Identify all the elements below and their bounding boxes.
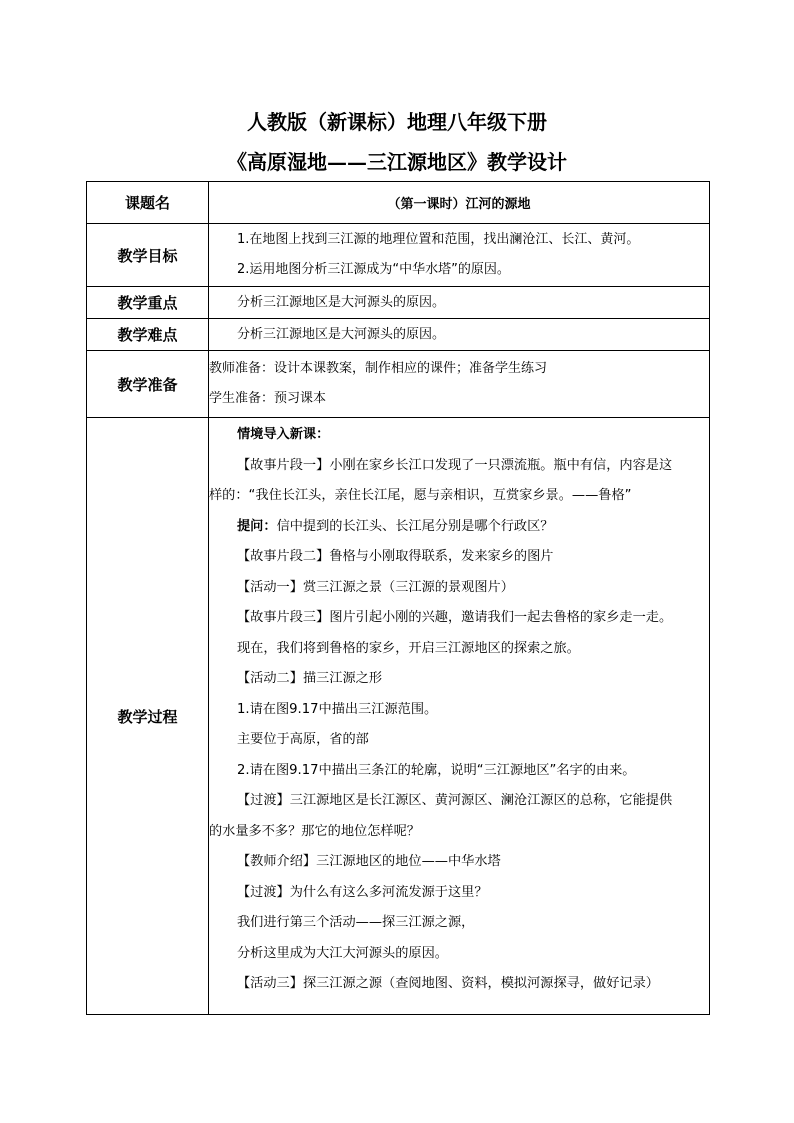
- line-tag: 【过渡】: [237, 793, 290, 808]
- preparation-label: 教学准备: [87, 351, 209, 418]
- line-tag: 【活动三】: [237, 976, 303, 991]
- process-line: [209, 969, 709, 1000]
- table-row-process: [87, 418, 710, 1015]
- process-line: [209, 603, 709, 634]
- line-text: 赏三江源之景（三江源的景观图片）: [302, 579, 514, 595]
- line-tag: 【活动二】: [237, 671, 303, 686]
- process-line: [209, 664, 709, 695]
- key-points-label: 教学重点: [87, 287, 209, 319]
- table-row-preparation: [87, 351, 710, 418]
- process-line: [209, 512, 709, 543]
- line-text: 三江源地区的地位——中华水塔: [316, 854, 501, 869]
- line-text: 信中提到的长江头、长江尾分别是哪个行政区？: [276, 518, 554, 534]
- goals-label: 教学目标: [87, 224, 209, 287]
- line-text: 图片引起小刚的兴趣，邀请我们一起去鲁格的家乡走一走。: [329, 610, 673, 625]
- goals-content: [209, 224, 710, 287]
- table-row-topic: [87, 182, 710, 224]
- line-text: 三江源地区是长江源区、黄河源区、澜沧江源区的总称，它能提供: [289, 793, 673, 808]
- process-line: 现在，我们将到鲁格的家乡，开启三江源地区的探索之旅。: [237, 640, 580, 656]
- topic-label: 课题名: [87, 182, 209, 224]
- goal-item: 2.运用地图分析三江源成为“中华水塔”的原因。: [237, 262, 510, 277]
- process-line: 分析这里成为大江大河源头的原因。: [237, 945, 448, 961]
- line-tag: 【故事片段一】: [237, 457, 330, 473]
- process-line: [209, 847, 709, 878]
- process-line: [209, 451, 709, 482]
- process-content: [209, 418, 710, 1015]
- difficulties-label: 教学难点: [87, 319, 209, 351]
- table-row-difficulties: [87, 319, 710, 351]
- line-tag: 【过渡】: [237, 884, 290, 900]
- process-line: 样的：“我住长江头，亲住长江尾，愿与亲相识，互赏家乡景。——鲁格”: [209, 488, 632, 503]
- line-text: 小刚在家乡长江口发现了一只漂流瓶。瓶中有信，内容是这: [329, 457, 673, 473]
- process-line: [209, 786, 709, 817]
- student-preparation: 学生准备：预习课本: [209, 391, 327, 406]
- line-text: 探三江源之源（查阅地图、资料，模拟河源探寻，做好记录）: [302, 976, 659, 991]
- document-title-line1: 人教版（新课标）地理八年级下册: [247, 110, 547, 134]
- process-line: 我们进行第三个活动——探三江源之源，: [237, 915, 475, 930]
- document-title-line2: 《高原湿地——三江源地区》教学设计: [227, 150, 567, 174]
- topic-value: （第一课时）江河的源地: [209, 182, 710, 224]
- table-row-key-points: [87, 287, 710, 319]
- preparation-content: [209, 351, 710, 418]
- difficulties-text: 分析三江源地区是大河源头的原因。: [237, 326, 446, 342]
- line-text: 为什么有这么多河流发源于这里？: [289, 884, 488, 900]
- lesson-plan-table: [86, 181, 710, 1015]
- process-line: 2.请在图9.17中描出三条江的轮廓，说明“三江源地区”名字的由来。: [237, 762, 636, 778]
- process-line: 主要位于高原，省的部: [237, 732, 369, 747]
- process-line: [209, 573, 709, 604]
- process-line: [209, 542, 709, 573]
- process-label: 教学过程: [87, 418, 209, 1015]
- line-tag: 【故事片段三】: [237, 610, 330, 625]
- line-tag: 【教师介绍】: [237, 854, 317, 869]
- line-tag: 【故事片段二】: [237, 549, 330, 564]
- difficulties-content: [209, 319, 710, 351]
- line-text: 描三江源之形: [302, 671, 383, 686]
- line-tag: 提问：: [237, 518, 277, 534]
- key-points-text: 分析三江源地区是大河源头的原因。: [237, 294, 446, 310]
- teacher-preparation: 教师准备：设计本课教案，制作相应的课件；准备学生练习: [209, 361, 548, 376]
- process-intro-heading: 情境导入新课：: [237, 427, 330, 442]
- process-line: 1.请在图9.17中描出三江源范围。: [237, 701, 438, 717]
- goal-item: 1.在地图上找到三江源的地理位置和范围，找出澜沧江、长江、黄河。: [237, 232, 640, 247]
- line-tag: 【活动一】: [237, 579, 303, 595]
- process-line: [209, 878, 709, 909]
- table-row-goals: [87, 224, 710, 287]
- line-text: 鲁格与小刚取得联系，发来家乡的图片: [329, 549, 554, 564]
- process-line: 的水量多不多？那它的地位怎样呢？: [209, 823, 420, 839]
- key-points-content: [209, 287, 710, 319]
